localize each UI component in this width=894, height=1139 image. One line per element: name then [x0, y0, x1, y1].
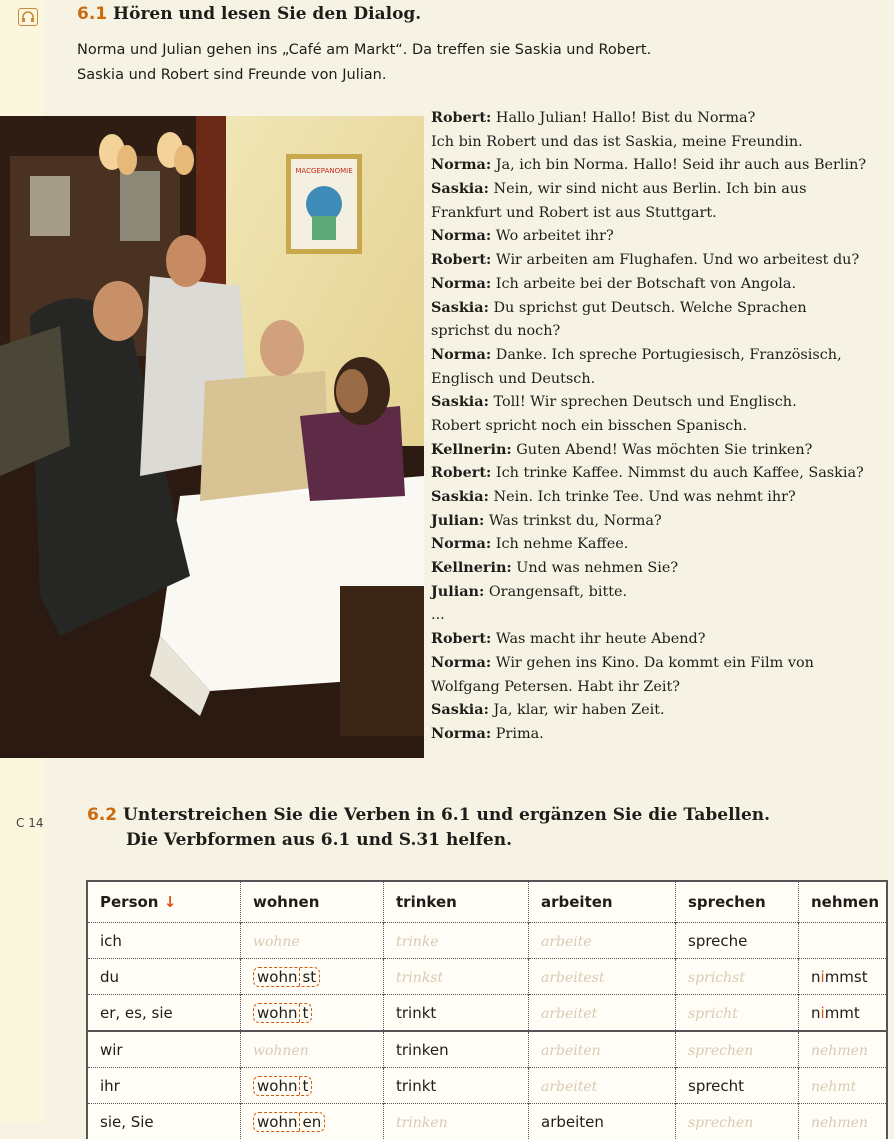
- speaker: Norma:: [431, 535, 491, 552]
- exercise-6-2-heading: [87, 803, 770, 853]
- speaker: Norma:: [431, 654, 491, 671]
- answer-cell[interactable]: [241, 1031, 384, 1068]
- column-header: trinken: [384, 881, 529, 923]
- answer-cell[interactable]: [676, 959, 799, 995]
- dialog-line: [431, 319, 893, 343]
- utterance: Orangensaft, bitte.: [484, 584, 627, 600]
- answer-cell[interactable]: [529, 1068, 676, 1104]
- handwritten-answer: sprechen: [688, 1115, 753, 1131]
- answer-cell[interactable]: [529, 1031, 676, 1068]
- dialog-line: [431, 722, 893, 746]
- utterance: Nein, wir sind nicht aus Berlin. Ich bin aus: [489, 181, 807, 197]
- utterance: Robert spricht noch ein bisschen Spanisch.: [431, 418, 747, 434]
- dialog-line: [431, 296, 893, 320]
- answer-cell[interactable]: [241, 995, 384, 1032]
- table-row: [87, 1031, 887, 1068]
- person-cell: ihr: [87, 1068, 241, 1104]
- dialog-line: [431, 580, 893, 604]
- utterance: Prima.: [491, 726, 544, 742]
- dialog-line: [431, 438, 893, 462]
- dialog-text: [431, 106, 893, 746]
- dialog-line: [431, 106, 893, 130]
- verb-stem-box: wohn t: [253, 1076, 312, 1096]
- answer-cell[interactable]: [799, 1031, 888, 1068]
- answer-cell[interactable]: [676, 1104, 799, 1139]
- cafe-photo: [0, 116, 424, 758]
- answer-cell[interactable]: [241, 1104, 384, 1139]
- speaker: Norma:: [431, 227, 491, 244]
- answer-cell[interactable]: nimmt: [799, 995, 888, 1032]
- answer-cell[interactable]: [241, 959, 384, 995]
- speaker: Saskia:: [431, 488, 489, 505]
- column-header: sprechen: [676, 881, 799, 923]
- person-cell: ich: [87, 923, 241, 959]
- utterance: Nein. Ich trinke Tee. Und was nehmt ihr?: [489, 489, 796, 505]
- utterance: Wir gehen ins Kino. Da kommt ein Film von: [491, 655, 814, 671]
- table-row: [87, 1104, 887, 1139]
- verb-stem-box: wohn t: [253, 1003, 312, 1023]
- utterance: Ja, ich bin Norma. Hallo! Seid ihr auch aus Berlin?: [491, 157, 866, 173]
- speaker: Julian:: [431, 512, 484, 529]
- utterance: Guten Abend! Was möchten Sie trinken?: [512, 442, 813, 458]
- dialog-line: [431, 201, 893, 225]
- dialog-line: [431, 367, 893, 391]
- dialog-line: [431, 532, 893, 556]
- handwritten-answer: arbeitest: [541, 970, 605, 986]
- handwritten-answer: wohnen: [253, 1043, 309, 1059]
- dialog-line: [431, 343, 893, 367]
- dialog-line: [431, 248, 893, 272]
- handwritten-answer: arbeitet: [541, 1006, 597, 1022]
- column-header: Person ↓: [87, 881, 241, 923]
- utterance: Du sprichst gut Deutsch. Welche Sprachen: [489, 300, 807, 316]
- answer-cell[interactable]: trinken: [384, 1031, 529, 1068]
- poster-title: MACGEPANOMIE: [295, 167, 352, 175]
- exercise-title: Hören und lesen Sie den Dialog.: [113, 4, 421, 24]
- dialog-line: [431, 556, 893, 580]
- dialog-line: [431, 603, 893, 627]
- answer-cell[interactable]: [384, 1104, 529, 1139]
- dialog-line: [431, 414, 893, 438]
- headphones-icon[interactable]: [18, 8, 38, 26]
- dialog-line: [431, 461, 893, 485]
- answer-cell[interactable]: trinkt: [384, 1068, 529, 1104]
- dialog-line: [431, 651, 893, 675]
- handwritten-answer: trinkst: [396, 970, 443, 986]
- answer-cell[interactable]: [241, 1068, 384, 1104]
- handwritten-answer: sprechen: [688, 1043, 753, 1059]
- exercise-number: 6.2: [87, 805, 117, 825]
- dialog-line: [431, 272, 893, 296]
- verb-stem-box: wohn st: [253, 967, 320, 987]
- utterance: ...: [431, 607, 445, 623]
- speaker: Norma:: [431, 346, 491, 363]
- answer-cell[interactable]: sprecht: [676, 1068, 799, 1104]
- dialog-line: [431, 390, 893, 414]
- dialog-line: [431, 153, 893, 177]
- person-cell: er, es, sie: [87, 995, 241, 1032]
- speaker: Robert:: [431, 109, 491, 126]
- arrow-down-icon: ↓: [164, 893, 177, 911]
- column-header: arbeiten: [529, 881, 676, 923]
- column-header: wohnen: [241, 881, 384, 923]
- exercise-6-1-heading: [77, 4, 421, 24]
- table-row: [87, 995, 887, 1032]
- handwritten-answer: trinke: [396, 934, 439, 950]
- speaker: Julian:: [431, 583, 484, 600]
- handwritten-answer: arbeiten: [541, 1043, 601, 1059]
- answer-cell[interactable]: [529, 959, 676, 995]
- utterance: Danke. Ich spreche Portugiesisch, Französisch,: [491, 347, 841, 363]
- intro-line: Saskia und Robert sind Freunde von Julian.: [77, 63, 717, 88]
- handwritten-answer: nehmt: [811, 1079, 856, 1095]
- speaker: Norma:: [431, 156, 491, 173]
- person-cell: du: [87, 959, 241, 995]
- speaker: Norma:: [431, 275, 491, 292]
- utterance: Ja, klar, wir haben Zeit.: [489, 702, 665, 718]
- utterance: Hallo Julian! Hallo! Bist du Norma?: [491, 110, 755, 126]
- answer-cell[interactable]: spreche: [676, 923, 799, 959]
- utterance: Wo arbeitet ihr?: [491, 228, 614, 244]
- intro-line: Norma und Julian gehen ins „Café am Markt“. Da treffen sie Saskia und Robert.: [77, 38, 717, 63]
- utterance: Ich arbeite bei der Botschaft von Angola.: [491, 276, 796, 292]
- table-row: [87, 959, 887, 995]
- utterance: sprichst du noch?: [431, 323, 560, 339]
- answer-cell[interactable]: [799, 1068, 888, 1104]
- answer-cell[interactable]: arbeiten: [529, 1104, 676, 1139]
- dialog-line: [431, 485, 893, 509]
- speaker: Kellnerin:: [431, 559, 512, 576]
- handwritten-answer: nehmen: [811, 1115, 868, 1131]
- dialog-line: [431, 177, 893, 201]
- person-cell: wir: [87, 1031, 241, 1068]
- utterance: Wir arbeiten am Flughafen. Und wo arbeitest du?: [491, 252, 859, 268]
- person-cell: sie, Sie: [87, 1104, 241, 1139]
- answer-cell[interactable]: [799, 1104, 888, 1139]
- answer-cell[interactable]: [241, 923, 384, 959]
- utterance: Was macht ihr heute Abend?: [491, 631, 705, 647]
- answer-cell[interactable]: nimmst: [799, 959, 888, 995]
- utterance: Toll! Wir sprechen Deutsch und Englisch.: [489, 394, 797, 410]
- handwritten-answer: spricht: [688, 1006, 738, 1022]
- utterance: Frankfurt und Robert ist aus Stuttgart.: [431, 205, 717, 221]
- dialog-line: [431, 224, 893, 248]
- speaker: Robert:: [431, 630, 491, 647]
- utterance: Englisch und Deutsch.: [431, 371, 595, 387]
- exercise-intro: [77, 38, 717, 88]
- utterance: Ich trinke Kaffee. Nimmst du auch Kaffee, Saskia?: [491, 465, 863, 481]
- speaker: Saskia:: [431, 299, 489, 316]
- speaker: Saskia:: [431, 180, 489, 197]
- utterance: Ich nehme Kaffee.: [491, 536, 628, 552]
- table-row: [87, 1068, 887, 1104]
- exercise-number: 6.1: [77, 4, 107, 24]
- answer-cell[interactable]: trinkt: [384, 995, 529, 1032]
- verb-stem-box: wohn en: [253, 1112, 325, 1132]
- table-row: [87, 923, 887, 959]
- handwritten-answer: sprichst: [688, 970, 745, 986]
- exercise-title: Unterstreichen Sie die Verben in 6.1 und ergänzen Sie die Tabellen.: [123, 805, 770, 825]
- utterance: Ich bin Robert und das ist Saskia, meine Freundin.: [431, 134, 803, 150]
- speaker: Saskia:: [431, 701, 489, 718]
- column-header: nehmen: [799, 881, 888, 923]
- utterance: Und was nehmen Sie?: [512, 560, 678, 576]
- answer-cell[interactable]: [799, 923, 888, 959]
- dialog-line: [431, 675, 893, 699]
- handwritten-answer: wohne: [253, 934, 300, 950]
- answer-cell[interactable]: [384, 923, 529, 959]
- margin-reference: C 14: [16, 816, 43, 830]
- dialog-line: [431, 130, 893, 154]
- table-header-row: [87, 881, 887, 923]
- handwritten-answer: trinken: [396, 1115, 448, 1131]
- speaker: Robert:: [431, 464, 491, 481]
- speaker: Saskia:: [431, 393, 489, 410]
- handwritten-answer: arbeitet: [541, 1079, 597, 1095]
- dialog-line: [431, 509, 893, 533]
- handwritten-answer: nehmen: [811, 1043, 868, 1059]
- dialog-line: [431, 627, 893, 651]
- utterance: Wolfgang Petersen. Habt ihr Zeit?: [431, 679, 680, 695]
- verb-conjugation-table: [86, 880, 888, 1139]
- speaker: Kellnerin:: [431, 441, 512, 458]
- answer-cell[interactable]: [676, 1031, 799, 1068]
- answer-cell[interactable]: [529, 995, 676, 1032]
- utterance: Was trinkst du, Norma?: [484, 513, 661, 529]
- dialog-line: [431, 698, 893, 722]
- answer-cell[interactable]: [384, 959, 529, 995]
- speaker: Robert:: [431, 251, 491, 268]
- answer-cell[interactable]: [676, 995, 799, 1032]
- speaker: Norma:: [431, 725, 491, 742]
- answer-cell[interactable]: [529, 923, 676, 959]
- exercise-subtitle: Die Verbformen aus 6.1 und S.31 helfen.: [87, 828, 770, 853]
- handwritten-answer: arbeite: [541, 934, 592, 950]
